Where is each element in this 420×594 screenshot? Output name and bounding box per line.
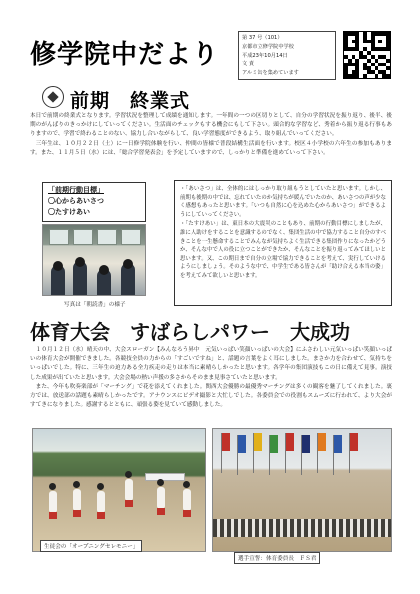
action-goals-title: 「前期行動目標」: [48, 186, 104, 194]
aluminum-can-note: アルミ缶を集めています: [242, 70, 299, 77]
reflection-text-box: [174, 180, 392, 306]
author-label: 文 責: [242, 61, 255, 68]
term-end-ceremony-heading: 前期 終業式: [70, 90, 191, 112]
athlete-oath-photo: [212, 428, 392, 552]
sports-day-heading: 体育大会 すばらしパワー 大成功: [30, 320, 350, 344]
opening-ceremony-photo: [32, 428, 206, 552]
issue-date: 平成23年10月14日: [242, 52, 288, 59]
qr-code: [343, 31, 391, 79]
action-goal-greeting: 〇心からあいさつ: [48, 197, 104, 205]
newsletter-title: 修学院中だより: [30, 40, 220, 70]
issue-number: 第 37 号（101）: [242, 35, 283, 41]
sports-day-text: １０月１２日（水）晴天の中、大会スローガン【みんなろう昇中 元気いっぱい笑顔いっぱいの大会】にふさわしい元気いっぱい笑顔いっぱいの体育大会が開催できました。各競技全員の力からの「すごいですね」と、話題の言葉をよく耳にしました。まさか力を合わせて、気持ちをいっぱいでした。特に、三年生の迫力ある全力疾走の走りは本当に素晴らしかったと思います。各学年の集団演技もこの日に備えて見事。演技した成果が出ていたと思います。大会会場の熱い声援の多さからそのまま見事さていたと思います。 また、今年も吹奏楽部が「マーチング」で花を添えてくれました。関西大会優勝の最優秀マーチングは多くの観客を魅了してくれました。裏方では、放送部の話題も素晴らしかったです。アナウンスにビデオ撮影と大忙しでした。各委員会での役割もスムーズに行われて、より大会がすてきになりました。感謝するとともに、頑張る姿を見ていて感動しました。: [30, 347, 392, 409]
morning-reading-photo: [42, 224, 146, 296]
issue-info-box: [238, 31, 336, 80]
soccer-ball-icon: [42, 86, 64, 108]
morning-reading-caption: 写真は「朝読書」の様子: [64, 302, 126, 308]
helping-reflection-paragraph: ・「たすけあい」は、東日本の大震災のこともあり、前期の行動目標にしましたが、誰に人助けをすることを意識するのでなく、集団生活の中で協力すること自分のすべきことを一生懸命することでみんなが気持ちよく生活できる集団作りになったかどうか、そんな中で人の役に立つことができたか、そんなことを振り返ってみてほしいと思います。又、この期日まで自分の立場で協力できることを考えて、実行していけるようにしましょう。そのような中で、中学生である皆さんが「助け合える本当の姿」を考えてみて欲しいと思います。: [180, 221, 386, 279]
action-goal-helping: 〇たすけあい: [48, 208, 90, 216]
greeting-reflection-paragraph: ・「あいさつ」は、全体的にはしっかり取り組もうとしていたと思います。しかし、前期も後期の中では、忘れていたのか気持ちが緩んでいたのか、あいさつの声が少なく感想もあったと思います。「いつも自然に心を込めた心からあいさつ」ができるようにしていってください。: [180, 186, 386, 218]
action-goals-box: [42, 182, 146, 222]
school-name: 京都市立修学院中学校: [242, 43, 294, 50]
athlete-oath-caption: 選手宣誓：体育委員長 ＦＳ君: [234, 552, 320, 564]
opening-ceremony-caption: 生徒会の「オープニングセレモニー」: [40, 540, 142, 552]
term-end-intro-text: 本日で前期の終業式となります。学習状況を整理して成績を通知します。一年間の一つの区切りとして、自分の学習状況を振り返り、後半、後期のがんばりのきっかけにしていってください。生活面のチェックもする機会にもして下さい。頭合的な学習など、秀着から振り返る行事もありますので、学習で終わることのない、協力し合いながらして、良い学習態度ができるよう、取り組んでいってください。 三年生は、１０月２２日（土）に一日修学院体験を行い、仲間の皆様で普段結構生活面を行います。校区４小学校の六年生の参加もあります。また、１１月５日（水）には、「総合学習発表会」を予定していますので、しっかりと準備を進めていって下さい。: [30, 113, 392, 156]
